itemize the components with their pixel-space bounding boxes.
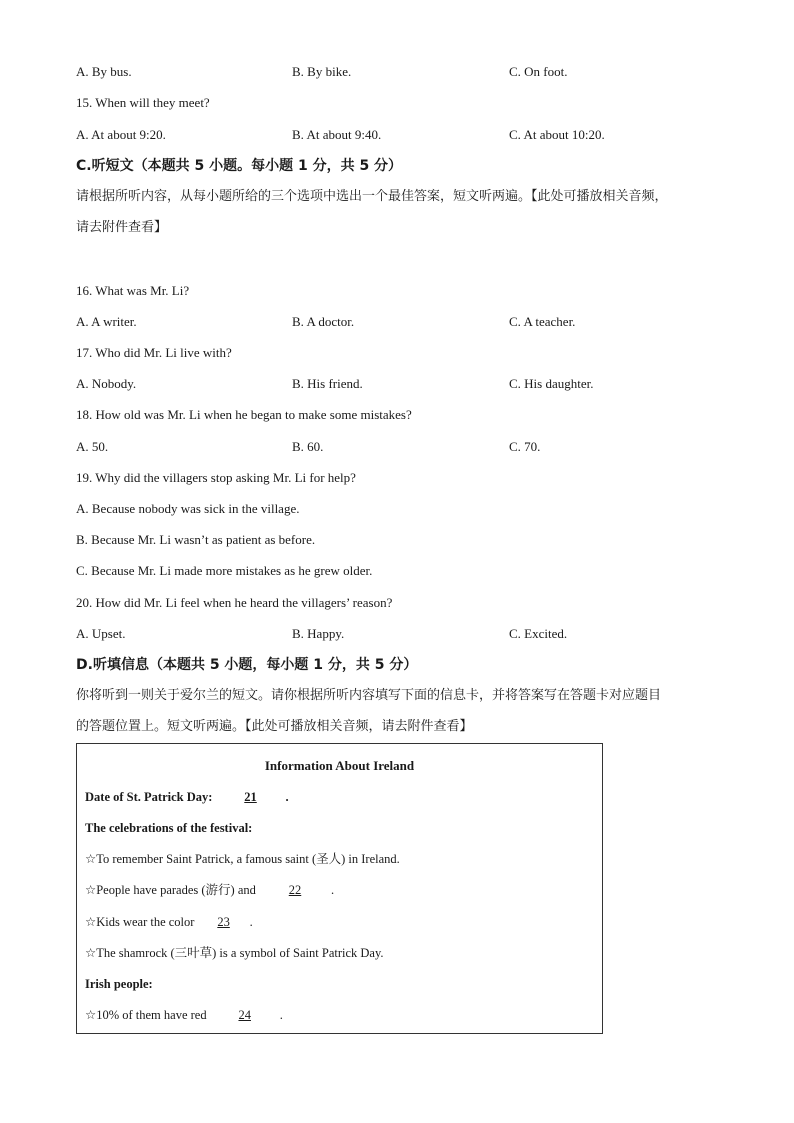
section-d-instruction-2: 的答题位置上。短文听两遍。【此处可播放相关音频，请去附件查看】 xyxy=(76,719,473,734)
information-card xyxy=(76,743,603,1034)
q20-question: 20. How did Mr. Li feel when he heard the villagers’ reason? xyxy=(76,595,393,610)
q16-option-b: B. A doctor. xyxy=(292,314,355,329)
celebration-item-1: ☆To remember Saint Patrick, a famous saint (圣人) in Ireland. xyxy=(85,852,400,866)
q16-option-a: A. A writer. xyxy=(76,314,137,329)
q20-option-c: C. Excited. xyxy=(509,626,568,641)
q16-option-c: C. A teacher. xyxy=(509,314,576,329)
q17-option-c: C. His daughter. xyxy=(509,376,594,391)
irish-item-1: ☆10% of them have red 24 . xyxy=(85,1008,283,1022)
q17-question: 17. Who did Mr. Li live with? xyxy=(76,345,232,360)
celebrations-label: The celebrations of the festival: xyxy=(85,821,253,835)
celebration-item-3-text: ☆Kids wear the color xyxy=(85,915,195,929)
celebration-item-4: ☆The shamrock (三叶草) is a symbol of Saint Patrick Day. xyxy=(85,946,384,960)
information-card-title: Information About Ireland xyxy=(264,758,415,773)
date-label: Date of St. Patrick Day: xyxy=(85,790,213,804)
q20-option-b: B. Happy. xyxy=(292,626,345,641)
blank-22[interactable]: 22 xyxy=(288,883,302,897)
celebration-item-2-text: ☆People have parades (游行) and xyxy=(85,883,256,897)
irish-people-label: Irish people: xyxy=(85,977,153,991)
q16-question: 16. What was Mr. Li? xyxy=(76,283,190,298)
q14-option-c: C. On foot. xyxy=(509,64,568,79)
celebration-item-2: ☆People have parades (游行) and 22 . xyxy=(85,883,335,897)
celebration-item-3: ☆Kids wear the color 23 . xyxy=(85,915,253,929)
irish-item-1-text: ☆10% of them have red xyxy=(85,1008,207,1022)
q18-option-b: B. 60. xyxy=(292,439,324,454)
q17-option-a: A. Nobody. xyxy=(76,376,137,391)
q18-option-a: A. 50. xyxy=(76,439,109,454)
q14-option-a: A. By bus. xyxy=(76,64,132,79)
q19-option-c: C. Because Mr. Li made more mistakes as he grew older. xyxy=(76,563,373,578)
blank-23[interactable]: 23 xyxy=(217,915,230,929)
section-c-heading: C.听短文（本题共 5 小题。每小题 1 分，共 5 分） xyxy=(76,158,403,174)
q14-option-b: B. By bike. xyxy=(292,64,352,79)
q18-question: 18. How old was Mr. Li when he began to make some mistakes? xyxy=(76,407,412,422)
q19-question: 19. Why did the villagers stop asking Mr. Li for help? xyxy=(76,470,356,485)
blank-21[interactable]: 21 xyxy=(244,790,257,804)
q20-option-a: A. Upset. xyxy=(76,626,126,641)
q15-option-a: A. At about 9:20. xyxy=(76,127,166,142)
section-c-instruction-2: 请去附件查看】 xyxy=(76,220,168,235)
q19-option-a: A. Because nobody was sick in the village. xyxy=(76,501,300,516)
q17-option-b: B. His friend. xyxy=(292,376,363,391)
date-row: Date of St. Patrick Day: 21 . xyxy=(85,790,289,804)
q15-option-c: C. At about 10:20. xyxy=(509,127,605,142)
q15-option-b: B. At about 9:40. xyxy=(292,127,382,142)
q19-option-b: B. Because Mr. Li wasn’t as patient as before. xyxy=(76,532,316,547)
q18-option-c: C. 70. xyxy=(509,439,541,454)
section-d-heading: D.听填信息（本题共 5 小题，每小题 1 分，共 5 分） xyxy=(76,657,418,673)
section-c-instruction-1: 请根据所听内容，从每小题所给的三个选项中选出一个最佳答案，短文听两遍。【此处可播放相关音频， xyxy=(76,189,668,204)
q15-question: 15. When will they meet? xyxy=(76,95,210,110)
blank-24[interactable]: 24 xyxy=(238,1008,251,1022)
section-d-instruction-1: 你将听到一则关于爱尔兰的短文。请你根据所听内容填写下面的信息卡，并将答案写在答题卡对应题目 xyxy=(76,688,662,703)
